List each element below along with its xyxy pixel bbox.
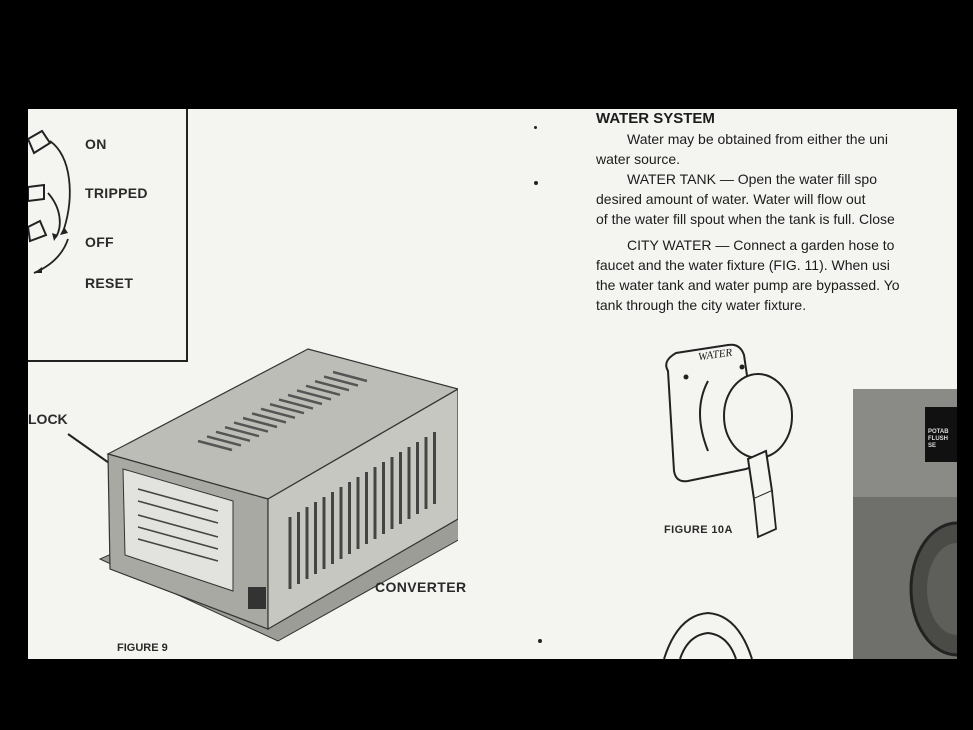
manual-page [28,109,957,659]
text-line: of the water fill spout when the tank is full. Close [596,211,895,227]
speck [534,126,537,129]
text-line: faucet and the water fixture (FIG. 11). When usi [596,257,890,273]
sign-line: SE [928,443,937,449]
text-line: the water tank and water pump are bypassed. Yo [596,277,900,293]
partial-fixture-drawing [658,609,758,659]
sign-line: POTAB [928,429,949,435]
sign-line: FLUSH [928,436,948,442]
fixture-photo [853,389,957,659]
label-tripped: TRIPPED [85,185,148,201]
text-line: WATER TANK — Open the water fill spo [627,171,878,187]
label-off: OFF [85,234,114,250]
label-on: ON [85,136,107,152]
text-line: Water may be obtained from either the uni [627,131,888,147]
water-fixture-label: WATER [697,346,733,364]
speck [534,181,538,185]
photo-fitting [853,389,957,659]
converter-vents [38,329,458,649]
label-reset: RESET [85,275,134,291]
water-fixture-drawing [648,341,798,541]
figure-9-caption: FIGURE 9 [117,642,168,654]
figure-10a-caption: FIGURE 10A [664,524,733,536]
water-system-heading: WATER SYSTEM [596,110,715,127]
water-system-text [596,109,957,315]
converter-label: CONVERTER [375,579,467,595]
text-line: water source. [596,151,681,167]
breaker-switch-drawing [28,129,88,299]
speck [538,639,542,643]
terminal-block-label: LOCK [28,411,68,427]
text-line: tank through the city water fixture. [596,297,807,313]
text-line: desired amount of water. Water will flow out [596,191,866,207]
text-line: CITY WATER — Connect a garden hose to [627,237,895,253]
